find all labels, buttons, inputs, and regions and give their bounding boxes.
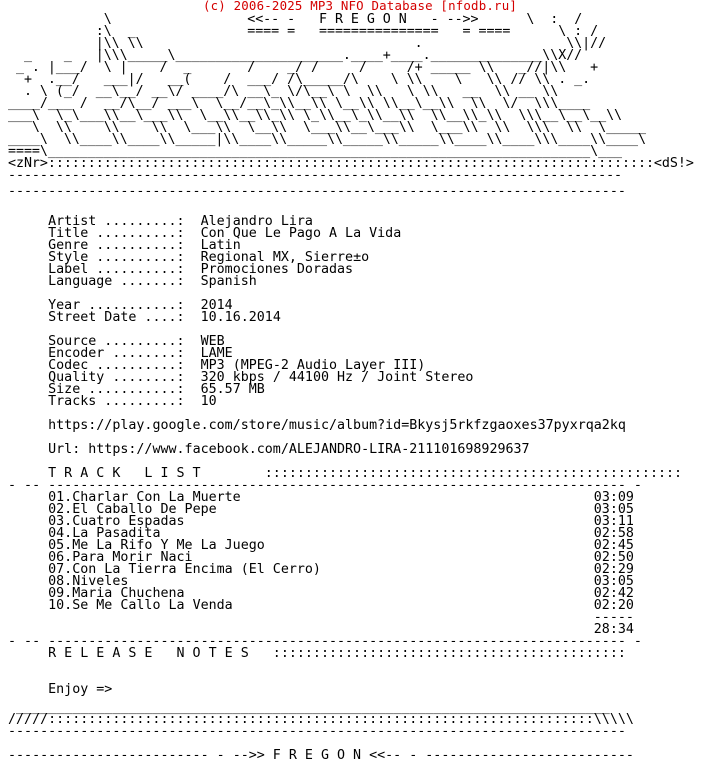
footer-art: __________________________________________________________________________ /////::::::::::::::::::::::::::::::::::::::::::::::::::::::::::::::::::::\\\\\ ----------------------------------------------------------------------------- ------------------------- - -->> F R E G O N <<-- - --------------------------: [8, 700, 634, 763]
title-value: Con Que Le Pago A La Vida: [200, 226, 402, 241]
track-total: ----- 28:34 - -- ------------------------------------------------------------------------ - R E L E A S E N O T E S ::::::::::::::::::::::::::::::::::::::::::::: [8, 610, 642, 661]
banner-tag-right: <dS!>: [653, 156, 694, 171]
site-header[interactable]: (c) 2006-2025 MP3 NFO Database [nfodb.ru]: [202, 0, 518, 13]
label-value: Promociones Doradas: [200, 262, 354, 277]
track-number: 03.: [48, 514, 73, 529]
track-number: 04.: [48, 526, 73, 541]
track-number: 02.: [48, 502, 73, 517]
codec-value: MP3 (MPEG-2 Audio Layer III): [200, 358, 426, 373]
enjoy-text: Enjoy =>: [48, 682, 113, 697]
size-value: 65.57 MB: [200, 382, 265, 397]
store-link[interactable]: https://play.google.com/store/music/album?id=Bkysj5rkfzgaoxes37pyxrqa2kq: [48, 418, 626, 433]
track-title: Niveles: [72, 574, 129, 589]
quality-value: 320 kbps / 44100 Hz / Joint Stereo: [200, 370, 474, 385]
track-title: Me La Rifo Y Me La Juego: [72, 538, 265, 553]
label-codec: Codec ..........:: [48, 358, 185, 373]
label-year: Year ...........:: [48, 298, 185, 313]
language-value: Spanish: [200, 274, 257, 289]
total-time: 28:34: [593, 622, 634, 637]
label-source: Source .........:: [48, 334, 185, 349]
banner-tag-left: <zNr>: [8, 156, 48, 171]
track-title: El Caballo De Pepe: [72, 502, 217, 517]
label-label: Label ..........:: [48, 262, 185, 277]
track-time: 03:05: [593, 574, 634, 589]
track-title: Para Morir Naci: [72, 550, 193, 565]
track-number: 05.: [48, 538, 73, 553]
encoder-value: LAME: [200, 346, 233, 361]
track-title: Charlar Con La Muerte: [72, 490, 241, 505]
track-number: 10.: [48, 598, 73, 613]
track-time: 02:29: [593, 562, 634, 577]
source-value: WEB: [200, 334, 225, 349]
release-info: [8, 216, 626, 456]
style-value: Regional MX, Sierre±o: [200, 250, 370, 265]
track-number: 09.: [48, 586, 73, 601]
label-size: Size ...........:: [48, 382, 185, 397]
track-time: 02:58: [593, 526, 634, 541]
genre-value: Latin: [200, 238, 241, 253]
tracklist-header: T R A C K L I S T :::::::::::::::::::::::::::::::::::::::::::::::::::: - -- ------------------------------------------------------------------------ -: [8, 466, 683, 493]
url-prefix: Url:: [48, 442, 89, 457]
track-title: Cuatro Espadas: [72, 514, 185, 529]
track-time: 02:42: [593, 586, 634, 601]
track-time: 03:09: [593, 490, 634, 505]
track-time: 02:20: [593, 598, 634, 613]
track-time: 02:50: [593, 550, 634, 565]
tracks-value: 10: [200, 394, 217, 409]
street-date-value: 10.16.2014: [200, 310, 281, 325]
label-language: Language .......:: [48, 274, 185, 289]
label-title: Title ..........:: [48, 226, 185, 241]
track-title: Con La Tierra Encima (El Cerro): [72, 562, 321, 577]
track-title: La Pasadita: [72, 526, 161, 541]
notes-text: [8, 684, 112, 696]
label-artist: Artist .........:: [48, 214, 185, 229]
label-street-date: Street Date ....:: [48, 310, 185, 325]
divider: -----------------------------------------------------------------------------: [8, 184, 626, 199]
nfo-ascii-banner: \ <<-- - F R E G O N - -->> \ : / :\ _ ==== = =============== = ==== \ : / |\\ \\ . \\|// _ _ |\\\_____\_____________________.____+____.______________\\X// _ . |___/ \ | / _ / _/ / / /+ _____ \\ _//|\\ + + .__/ ___|/ __( / ___/ /\_____/\ \ \\ \ \\ // \\ . _. . \ (_/ __\__/ __\/ ____/\ __\_ \/\__\ \ \\ \ \\ __ \\ __ \\ ____/___ / __/\__/ ___\ \__/__\_\\__\\ \__\\ \\__\__\\ \\ \/ \\\____ ___\ \_\___\\__\___\\ \__\\__\\_\\ \_\\__\_\\__\\ \\__\\_\\ \\\__\__\__\\ \ \\ \\ \\ \___\\ \__\\ \___\\__\___\\ \___\\ \\ \\\ \\ \_____ ____\ \\____\\____\\_____|\\____\\_____\\_____\\_____\\____\\____\\\____\\____\ ====\____________________________________________________________________\___ <zNr>::::::::::::::::::::::::::::::::::::::::::::::::::::::::::::::::::::::::::::<dS!> -----------------------------------------------------------------------------: [8, 12, 694, 183]
label-style: Style ..........:: [48, 250, 185, 265]
label-genre: Genre ..........:: [48, 238, 185, 253]
track-title: Se Me Callo La Venda: [72, 598, 233, 613]
label-tracks: Tracks .........:: [48, 394, 185, 409]
total-rule: -----: [593, 610, 634, 625]
track-time: 03:05: [593, 502, 634, 517]
track-number: 07.: [48, 562, 73, 577]
facebook-link[interactable]: https://www.facebook.com/ALEJANDRO-LIRA-211101698929637: [88, 442, 530, 457]
track-number: 01.: [48, 490, 73, 505]
artist-value: Alejandro Lira: [200, 214, 313, 229]
track-time: 02:45: [593, 538, 634, 553]
year-value: 2014: [200, 298, 233, 313]
track-time: 03:11: [593, 514, 634, 529]
track-number: 08.: [48, 574, 73, 589]
track-list: [8, 492, 634, 612]
notes-heading: R E L E A S E N O T E S: [48, 646, 249, 661]
label-encoder: Encoder ........:: [48, 346, 185, 361]
track-title: Maria Chuchena: [72, 586, 185, 601]
banner-title: <<-- - F R E G O N - -->>: [247, 12, 479, 27]
track-number: 06.: [48, 550, 73, 565]
footer-sig: - -->> F R E G O N <<-- -: [216, 748, 418, 763]
tracklist-heading: T R A C K L I S T: [48, 466, 201, 481]
label-quality: Quality ........:: [48, 370, 185, 385]
